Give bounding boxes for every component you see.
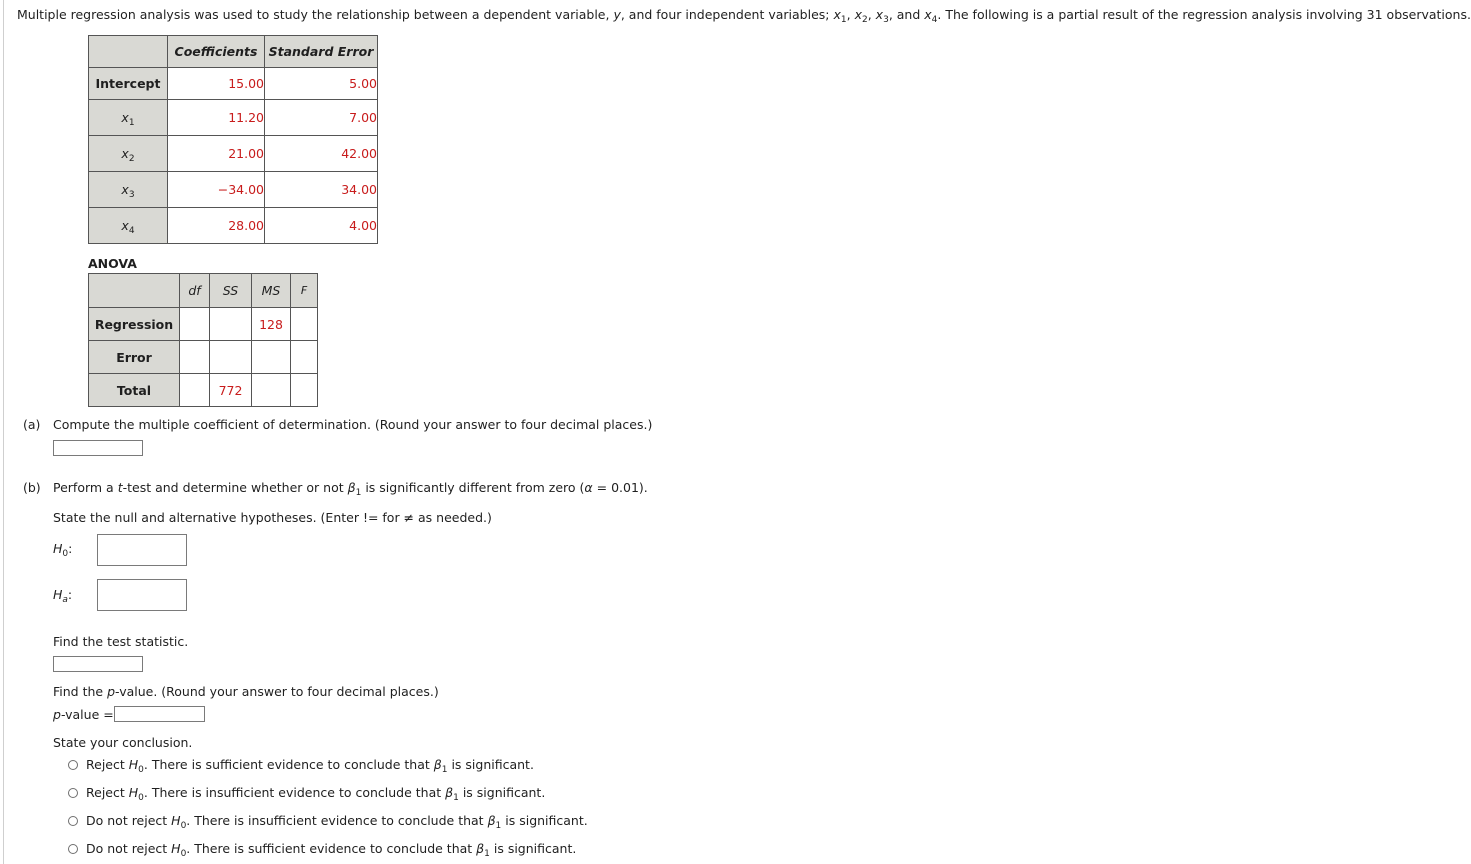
conclusion-option-3[interactable]: Do not reject $H_0$. There is insufficient evidence to conclude that $\beta_1$ is significant. <box>86 813 588 831</box>
coef-value: 21.00 <box>168 136 265 172</box>
part-a-label: (a) <box>23 417 41 432</box>
page-left-border <box>3 0 4 864</box>
conclusion-radio-3[interactable] <box>68 816 78 826</box>
ha-input[interactable] <box>97 579 187 611</box>
se-value: 7.00 <box>265 100 378 136</box>
row-label-x4: $x_4$ <box>89 208 168 244</box>
row-label-x2: $x_2$ <box>89 136 168 172</box>
coef-value: 28.00 <box>168 208 265 244</box>
anova-cell <box>252 374 291 407</box>
row-label-intercept: Intercept <box>89 68 168 100</box>
se-value: 5.00 <box>265 68 378 100</box>
coef-value: 11.20 <box>168 100 265 136</box>
header-f: F <box>291 274 318 308</box>
pvalue-input[interactable] <box>114 706 205 722</box>
anova-cell <box>180 308 210 341</box>
coefficients-table <box>88 35 378 244</box>
anova-cell <box>252 341 291 374</box>
part-a-question: Compute the multiple coefficient of determination. (Round your answer to four decimal places.) <box>53 417 653 432</box>
r-squared-input[interactable] <box>53 440 143 456</box>
hypotheses-instruction: State the null and alternative hypotheses. (Enter != for ≠ as needed.) <box>53 510 492 525</box>
anova-cell <box>180 374 210 407</box>
anova-cell <box>180 341 210 374</box>
table-corner <box>89 36 168 68</box>
header-ss: SS <box>210 274 252 308</box>
conclusion-option-1[interactable]: Reject $H_0$. There is sufficient evidence to conclude that $\beta_1$ is significant. <box>86 757 534 775</box>
conclusion-option-4[interactable]: Do not reject $H_0$. There is sufficient evidence to conclude that $\beta_1$ is significant. <box>86 841 577 859</box>
header-ms: MS <box>252 274 291 308</box>
conclusion-radio-4[interactable] <box>68 844 78 854</box>
se-value: 4.00 <box>265 208 378 244</box>
row-label-x1: $x_1$ <box>89 100 168 136</box>
anova-cell <box>210 341 252 374</box>
anova-cell: 772 <box>210 374 252 407</box>
conclusion-radio-1[interactable] <box>68 760 78 770</box>
header-df: df <box>180 274 210 308</box>
conclusion-label: State your conclusion. <box>53 735 193 750</box>
header-coefficients: Coefficients <box>168 36 265 68</box>
row-label-regression: Regression <box>89 308 180 341</box>
coef-value: 15.00 <box>168 68 265 100</box>
test-statistic-input[interactable] <box>53 656 143 672</box>
anova-cell: 128 <box>252 308 291 341</box>
problem-intro: Multiple regression analysis was used to study the relationship between a dependent variable, y, and four independent variables; $x_1$, $x_2$, $x_3$, and $x_4$. The following is a partial result of the regression analysis involving 31 observations. <box>17 7 1471 25</box>
coef-value: −34.00 <box>168 172 265 208</box>
anova-title: ANOVA <box>88 256 137 271</box>
pvalue-instruction: Find the p-value. (Round your answer to four decimal places.) <box>53 684 439 699</box>
h0-input[interactable] <box>97 534 187 566</box>
anova-table <box>88 273 318 407</box>
se-value: 34.00 <box>265 172 378 208</box>
part-b-question: Perform a t-test and determine whether or not $\beta_1$ is significantly different from zero (α = 0.01). <box>53 480 648 498</box>
part-b-label: (b) <box>23 480 41 495</box>
conclusion-radio-2[interactable] <box>68 788 78 798</box>
table-corner <box>89 274 180 308</box>
h0-label: $H_0$: <box>53 541 73 559</box>
se-value: 42.00 <box>265 136 378 172</box>
anova-cell <box>291 341 318 374</box>
conclusion-option-2[interactable]: Reject $H_0$. There is insufficient evidence to conclude that $\beta_1$ is significant. <box>86 785 546 803</box>
header-standard-error: Standard Error <box>265 36 378 68</box>
row-label-total: Total <box>89 374 180 407</box>
test-statistic-label: Find the test statistic. <box>53 634 189 649</box>
pvalue-label: p-value = <box>53 707 114 722</box>
row-label-x3: $x_3$ <box>89 172 168 208</box>
anova-cell <box>210 308 252 341</box>
row-label-error: Error <box>89 341 180 374</box>
ha-label: $H_a$: <box>53 587 73 605</box>
anova-cell <box>291 308 318 341</box>
anova-cell <box>291 374 318 407</box>
